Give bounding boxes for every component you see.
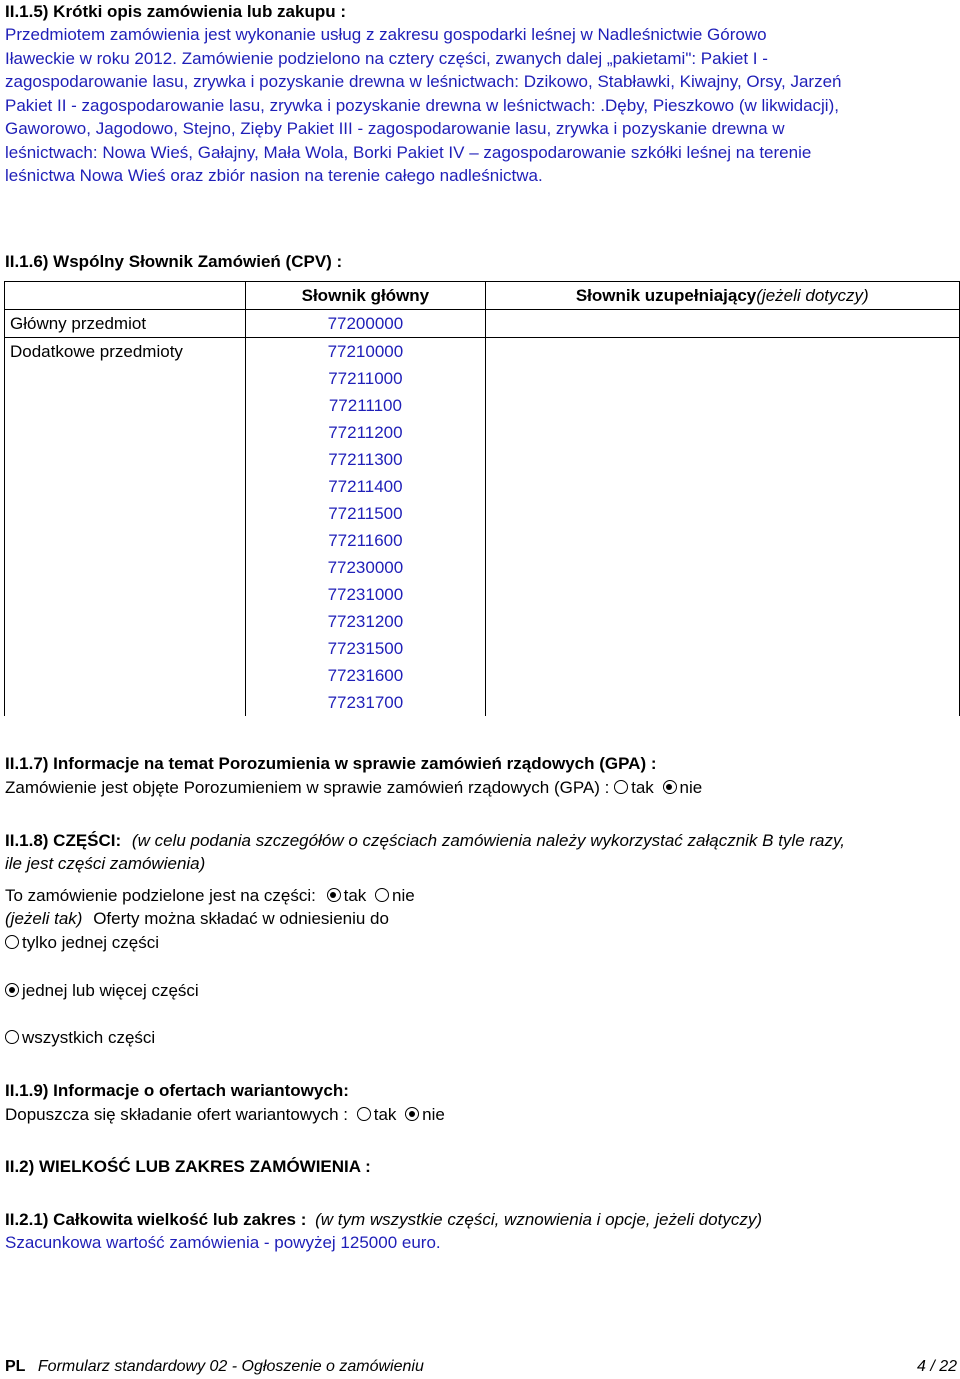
all-parts-radio[interactable] [5,1030,19,1044]
cpv-extra-row [5,689,960,716]
cpv-extra-row [5,446,960,473]
gpa-no-label: nie [679,778,703,797]
main-subject-code: 77200000 [246,310,485,338]
cpv-extra-row [5,392,960,419]
cpv-header-main: Słownik główny [246,282,485,310]
section-heading-ii-1-6: II.1.6) Wspólny Słownik Zamówień (CPV) : [5,252,343,271]
cpv-extra-row [5,365,960,392]
total-scope-row [5,1208,762,1232]
cpv-main-row [5,310,960,338]
cpv-header-row [5,282,960,310]
description-line: zagospodarowanie lasu, zrywka i pozyskanie drewna w leśnictwach: Dzikowo, Stabławki, Kiwajny, Orsy, Jarzeń [5,72,842,91]
additional-code: 77211400 [246,473,485,500]
cpv-header-supplementary-note: (jeżeli dotyczy) [756,285,869,305]
cpv-header-supplementary-label: Słownik uzupełniający [575,285,757,305]
many-parts-label: jednej lub więcej części [22,981,199,1000]
gpa-yes-label: tak [631,778,654,797]
offers-label: Oferty można składać w odniesieniu do [93,909,389,928]
estimated-value: Szacunkowa wartość zamówienia - powyżej 125000 euro. [5,1233,441,1252]
additional-code: 77211000 [246,365,485,392]
description-line: Iławeckie w roku 2012. Zamówienie podzielono na cztery części, zwanych dalej „pakietami": Pakiet I - [5,48,768,68]
section-heading-ii-1-5: II.1.5) Krótki opis zamówienia lub zakupu : [5,2,346,21]
section-heading-ii-2-1: II.2.1) Całkowita wielkość lub zakres : [5,1210,307,1229]
footer-form-title: Formularz standardowy 02 - Ogłoszenie o zamówieniu [37,1358,424,1375]
description-line: Gaworowo, Jagodowo, Stejno, Zięby Pakiet III - zagospodarowanie lasu, zrywka i pozyskanie drewna w [5,119,785,138]
divided-row [5,884,415,908]
variants-question: Dopuszcza się składanie ofert wariantowych : [5,1105,348,1124]
description-line: leśnictwa Nowa Wieś oraz zbiór nasion na terenie całego nadleśnictwa. [5,166,543,185]
cpv-extra-row [5,419,960,446]
variants-yes-radio[interactable] [357,1107,371,1121]
section-heading-ii-1-7: II.1.7) Informacje na temat Porozumienia w sprawie zamówień rządowych (GPA) : [5,754,657,773]
if-yes-note: (jeżeli tak) [5,909,83,928]
divided-yes-radio[interactable] [327,888,341,902]
cpv-extra-row [5,500,960,527]
main-subject-label: Główny przedmiot [5,310,246,338]
additional-subjects-label: Dodatkowe przedmioty [5,338,246,366]
cpv-extra-row [5,338,960,366]
parts-heading-row [5,829,845,853]
additional-code: 77231000 [246,581,485,608]
cpv-extra-row [5,527,960,554]
all-parts-label: wszystkich części [22,1028,156,1047]
additional-supplementary [485,338,960,366]
description-line: Pakiet II - zagospodarowanie lasu, zrywka i pozyskanie drewna w leśnictwach: .Dęby, Pieszkowo (w likwidacji), [5,95,839,115]
divided-yes-label: tak [343,886,367,905]
divided-question: To zamówienie podzielone jest na części: [5,886,316,905]
offers-row [5,907,389,931]
gpa-question-row [5,776,702,800]
option-all-parts-row [5,1026,155,1050]
cpv-table [4,281,960,716]
additional-code: 77210000 [246,338,485,366]
additional-code: 77231700 [246,689,485,716]
additional-code: 77211500 [246,500,485,527]
cpv-extra-row [5,554,960,581]
additional-code: 77211200 [246,419,485,446]
additional-code: 77211100 [246,392,485,419]
gpa-yes-radio[interactable] [614,780,628,794]
one-part-label: tylko jednej części [22,933,160,952]
variants-no-label: nie [422,1105,445,1124]
option-many-parts-row [5,979,199,1003]
total-scope-note: (w tym wszystkie części, wznowienia i opcje, jeżeli dotyczy) [315,1210,762,1229]
many-parts-radio[interactable] [5,983,19,997]
additional-code: 77211600 [246,527,485,554]
additional-code: 77230000 [246,554,485,581]
divided-no-radio[interactable] [375,888,389,902]
gpa-question: Zamówienie jest objęte Porozumieniem w sprawie zamówień rządowych (GPA) : [5,778,610,797]
additional-code: 77211300 [246,446,485,473]
cpv-header-empty [5,282,246,310]
cpv-extra-row [5,473,960,500]
description-line: Przedmiotem zamówienia jest wykonanie usług z zakresu gospodarki leśnej w Nadleśnictwie Górowo [5,25,767,44]
cpv-header-supplementary [485,282,960,310]
variants-no-radio[interactable] [405,1107,419,1121]
description-line: leśnictwach: Nowa Wieś, Gałajny, Mała Wola, Borki Pakiet IV – zagospodarowanie szkółki leśnej na terenie [5,142,812,162]
section-heading-ii-2: II.2) WIELKOŚĆ LUB ZAKRES ZAMÓWIENIA : [5,1157,371,1176]
cpv-extra-row [5,608,960,635]
footer-language: PL [5,1358,26,1375]
short-description [5,23,842,188]
gpa-no-radio[interactable] [663,780,677,794]
parts-note-line1: (w celu podania szczegółów o częściach zamówienia należy wykorzystać załącznik B tyle razy, [131,831,845,850]
variants-yes-label: tak [373,1105,397,1124]
page-footer [5,1355,957,1379]
variants-row [5,1103,445,1127]
section-heading-ii-1-9: II.1.9) Informacje o ofertach wariantowych: [5,1081,349,1100]
main-subject-supplementary [485,310,960,338]
cpv-extra-row [5,635,960,662]
cpv-extra-row [5,662,960,689]
footer-page-number: 4 / 22 [916,1358,957,1375]
one-part-radio[interactable] [5,935,19,949]
additional-code: 77231500 [246,635,485,662]
additional-code: 77231200 [246,608,485,635]
cpv-extra-row [5,581,960,608]
divided-no-label: nie [392,886,415,905]
parts-note-line2: ile jest części zamówienia) [5,854,206,873]
option-one-part-row [5,931,159,955]
additional-code: 77231600 [246,662,485,689]
section-heading-ii-1-8: II.1.8) CZĘŚCI: [5,831,122,850]
